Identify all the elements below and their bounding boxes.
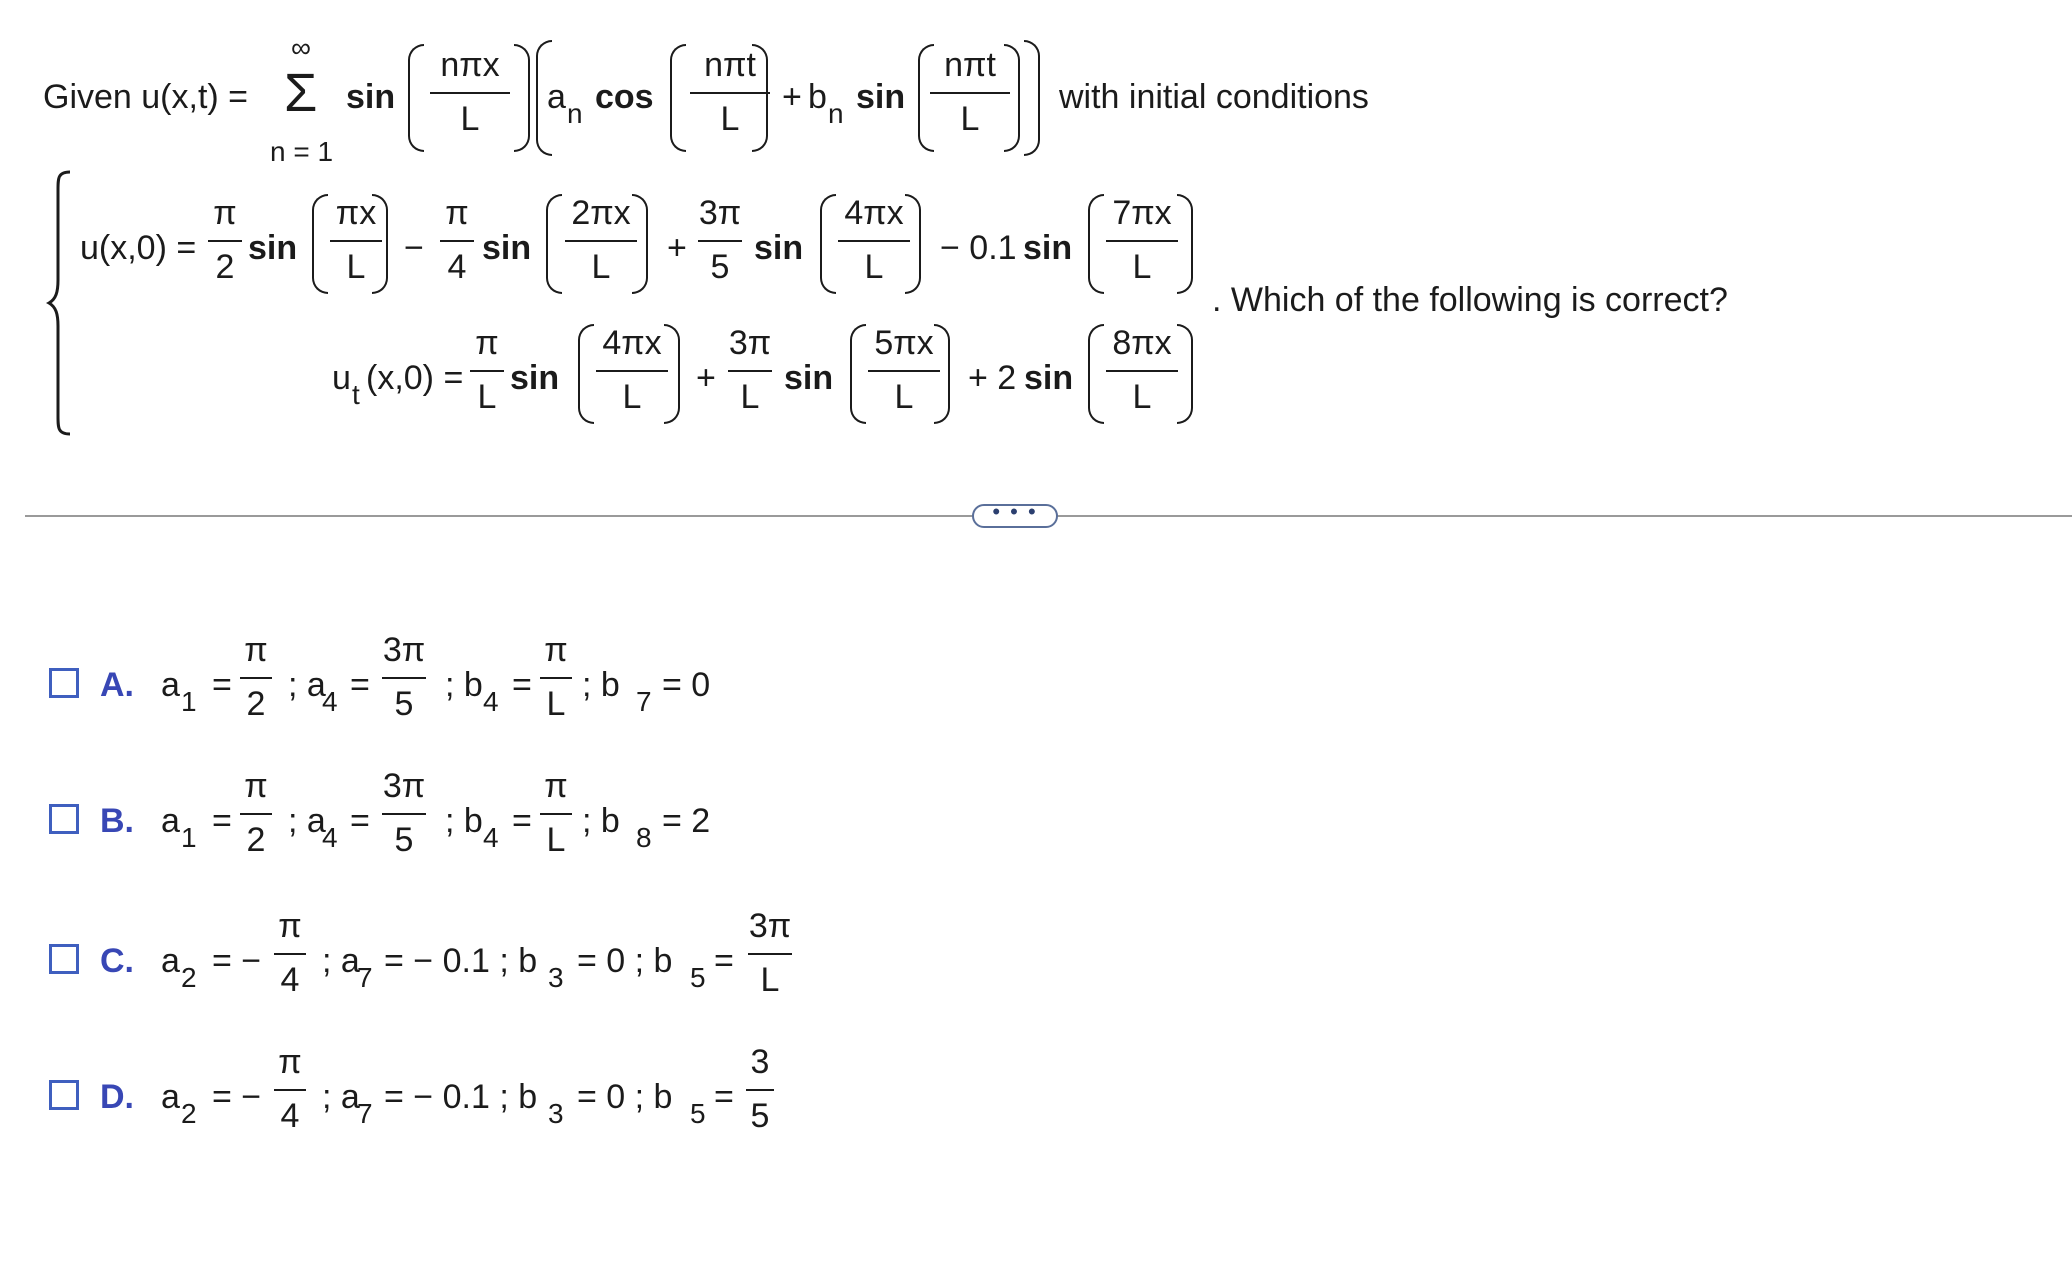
- option-subscript: 7: [357, 962, 373, 993]
- left-paren: [312, 194, 328, 294]
- sigma-symbol: Σ: [284, 63, 318, 123]
- option-letter: C.: [100, 942, 134, 980]
- option-text: = 0: [662, 666, 711, 704]
- option-letter: D.: [100, 1078, 134, 1116]
- option-subscript: 3: [548, 962, 564, 993]
- option-b-checkbox[interactable]: [49, 804, 79, 834]
- sin-label: sin: [754, 229, 804, 267]
- left-paren: [578, 324, 594, 424]
- coef-plus-2: + 2: [968, 359, 1017, 397]
- sin-label: sin: [856, 78, 906, 116]
- sin-label: sin: [510, 359, 560, 397]
- option-text: = − 0.1 ; b: [384, 942, 538, 980]
- sum-lower-limit: n = 1: [270, 136, 334, 167]
- a-coef: a: [547, 78, 566, 116]
- option-subscript: 1: [181, 686, 197, 717]
- left-paren: [1088, 324, 1104, 424]
- option-text: =: [212, 666, 232, 704]
- option-text: ; b: [582, 802, 620, 840]
- option-letter: B.: [100, 802, 134, 840]
- option-text: =: [350, 666, 370, 704]
- option-subscript: 8: [636, 822, 652, 853]
- ic2-u: u: [332, 359, 351, 397]
- option-text: = −: [212, 942, 262, 980]
- option-d-checkbox[interactable]: [49, 1080, 79, 1110]
- option-text: = −: [212, 1078, 262, 1116]
- option-letter: A.: [100, 666, 134, 704]
- sin-label: sin: [1024, 359, 1074, 397]
- right-paren: [664, 324, 680, 424]
- option-text: ; a: [288, 802, 326, 840]
- plus-sign: +: [667, 229, 687, 267]
- option-text: ; b: [582, 666, 620, 704]
- right-paren: [1177, 194, 1193, 294]
- cos-label: cos: [595, 78, 654, 116]
- option-subscript: 4: [322, 822, 338, 853]
- right-paren: [1177, 324, 1193, 424]
- with-ic-label: with initial conditions: [1059, 78, 1369, 116]
- option-subscript: 2: [181, 962, 197, 993]
- option-text: =: [212, 802, 232, 840]
- option-c-checkbox[interactable]: [49, 944, 79, 974]
- option-text: a: [161, 802, 180, 840]
- option-subscript: 5: [690, 962, 706, 993]
- minus-sign: −: [404, 229, 424, 267]
- option-subscript: 2: [181, 1098, 197, 1129]
- left-paren: [820, 194, 836, 294]
- option-subscript: 3: [548, 1098, 564, 1129]
- subscript-n: n: [828, 98, 844, 129]
- option-text: = − 0.1 ; b: [384, 1078, 538, 1116]
- left-paren: [670, 44, 686, 152]
- brace-icon: [46, 168, 76, 438]
- option-text: a: [161, 666, 180, 704]
- subscript-t: t: [352, 379, 360, 410]
- left-paren: [546, 194, 562, 294]
- right-paren: [1004, 44, 1020, 152]
- right-paren: [372, 194, 388, 294]
- option-subscript: 7: [636, 686, 652, 717]
- option-text: ; b: [445, 666, 483, 704]
- sin-label: sin: [482, 229, 532, 267]
- left-paren: [408, 44, 424, 152]
- right-paren: [632, 194, 648, 294]
- option-subscript: 1: [181, 822, 197, 853]
- right-paren: [752, 44, 768, 152]
- option-text: = 2: [662, 802, 711, 840]
- coef-minus-0-1: − 0.1: [940, 229, 1017, 267]
- right-paren: [905, 194, 921, 294]
- option-text: =: [512, 666, 532, 704]
- option-text: =: [714, 942, 734, 980]
- option-text: = 0 ; b: [577, 942, 673, 980]
- option-subscript: 7: [357, 1098, 373, 1129]
- option-text: =: [512, 802, 532, 840]
- option-text: ; a: [322, 942, 360, 980]
- sin-label: sin: [1023, 229, 1073, 267]
- left-paren: [850, 324, 866, 424]
- option-subscript: 4: [483, 822, 499, 853]
- option-a-checkbox[interactable]: [49, 668, 79, 698]
- sin-label: sin: [784, 359, 834, 397]
- option-subscript: 4: [483, 686, 499, 717]
- option-text: ; a: [288, 666, 326, 704]
- option-text: a: [161, 1078, 180, 1116]
- right-paren: [934, 324, 950, 424]
- sin-label: sin: [248, 229, 298, 267]
- plus-sign: +: [696, 359, 716, 397]
- option-text: a: [161, 942, 180, 980]
- infinity-symbol: ∞: [291, 32, 311, 63]
- option-subscript: 4: [322, 686, 338, 717]
- left-paren: [1088, 194, 1104, 294]
- right-paren: [1024, 40, 1040, 156]
- question-prompt: . Which of the following is correct?: [1212, 281, 1728, 319]
- option-text: = 0 ; b: [577, 1078, 673, 1116]
- ic2-lhs: (x,0) =: [366, 359, 464, 397]
- subscript-n: n: [567, 98, 583, 129]
- ic1-lhs: u(x,0) =: [80, 229, 197, 267]
- more-button[interactable]: • • •: [972, 504, 1058, 528]
- option-text: ; a: [322, 1078, 360, 1116]
- plus-sign: +: [782, 78, 802, 116]
- option-text: =: [714, 1078, 734, 1116]
- given-label: Given u(x,t) =: [43, 78, 249, 116]
- sin-label: sin: [346, 78, 396, 116]
- b-coef: b: [808, 78, 827, 116]
- option-subscript: 5: [690, 1098, 706, 1129]
- right-paren: [514, 44, 530, 152]
- option-text: =: [350, 802, 370, 840]
- option-text: ; b: [445, 802, 483, 840]
